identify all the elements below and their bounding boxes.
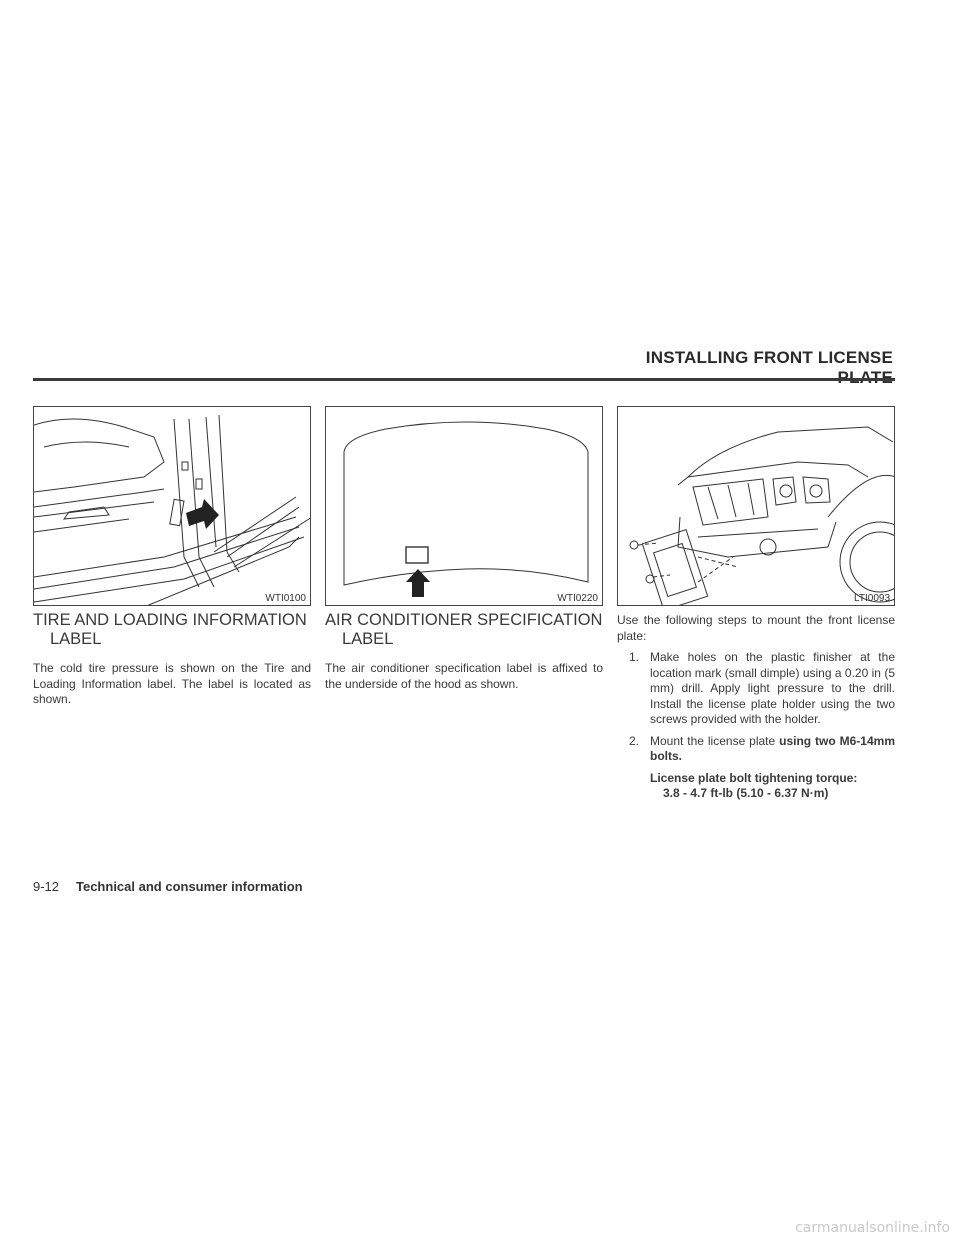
hood-illustration [326,407,603,606]
heading-line: TIRE AND LOADING INFORMATION [33,611,307,629]
list-item [617,734,895,765]
column-tire-label [33,611,311,708]
figure-ac-label [325,406,603,606]
chapter-title: Technical and consumer information [76,879,303,894]
step-text: Mount the license plate [650,733,780,748]
section-rule [33,378,895,381]
watermark: carmanualsonline.info [795,1220,950,1236]
steps-list [617,650,895,765]
door-jamb-illustration [34,407,311,606]
column-license-plate [617,613,895,802]
step-text-bold: using two M6-14mm bolts. [650,733,895,763]
figure-code: WTI0220 [557,593,598,604]
heading-line: LABEL [342,630,394,648]
truck-front-illustration [618,407,895,606]
body-ac-label: The air conditioner specification label is affixed to the underside of the hood as shown. [325,661,603,691]
heading-line: AIR CONDITIONER SPECIFICATION [325,611,603,629]
figure-code: LTI0093 [854,593,890,604]
figure-tire-label [33,406,311,606]
step-text: Make holes on the plastic finisher at the location mark (small dimple) using a 0.20 in (5 mm) drill. Apply light pressure to the drill. Install the license plate holder using the two screws provided with the holder. [650,650,895,726]
heading-ac-label [325,611,605,649]
step-number: 1. [629,650,640,664]
step-number: 2. [629,733,640,748]
column-ac-label [325,611,603,692]
heading-tire-label [33,611,313,649]
figure-code: WTI0100 [265,593,306,604]
body-tire-label: The cold tire pressure is shown on the Tire and Loading Information label. The label is located as shown. [33,661,311,706]
torque-label: License plate bolt tightening torque: [650,770,858,785]
page-number: 9-12 [33,879,60,894]
list-item [617,650,895,728]
intro-license-plate: Use the following steps to mount the front license plate: [617,613,895,643]
heading-line: LABEL [50,630,102,648]
figure-license-plate [617,406,895,606]
torque-value: 3.8 - 4.7 ft-lb (5.10 - 6.37 N·m) [663,786,829,800]
section-title: INSTALLING FRONT LICENSE [645,348,893,367]
